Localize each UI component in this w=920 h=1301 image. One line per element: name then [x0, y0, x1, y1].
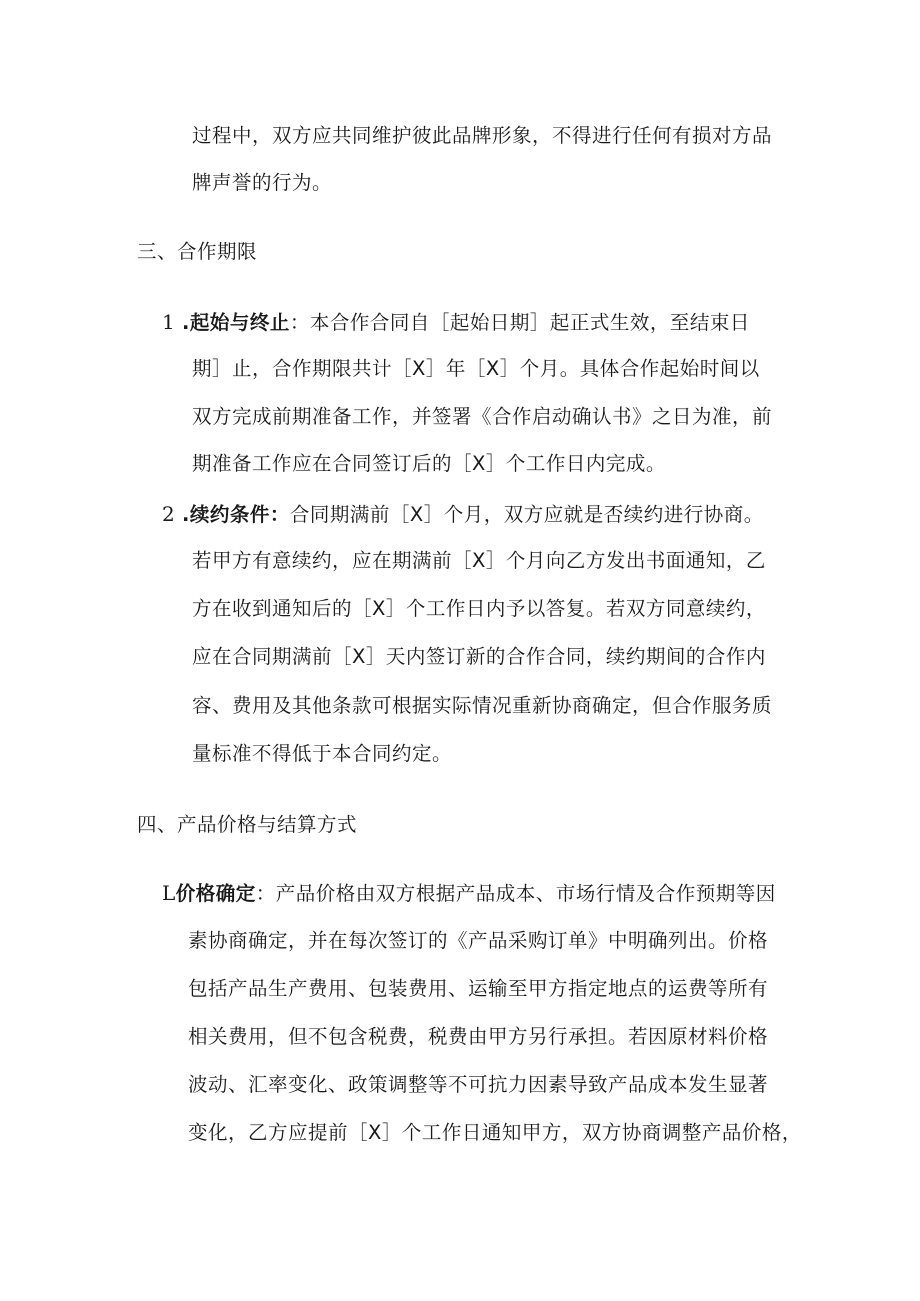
- paragraph-line: 若甲方有意续约，应在期满前［X］个月向乙方发出书面通知，乙: [192, 549, 766, 572]
- paragraph-line: 量标准不得低于本合同约定。: [192, 742, 453, 765]
- paragraph-line: 双方完成前期准备工作，并签署《合作启动确认书》之日为准，前: [192, 405, 773, 428]
- paragraph-line: 包括产品生产费用、包装费用、运输至甲方指定地点的运费等所有: [188, 977, 769, 1000]
- paragraph-line: 波动、汇率变化、政策调整等不可抗力因素导致产品成本发生显著: [188, 1073, 769, 1096]
- list-item-first-line: [162, 881, 776, 906]
- paragraph-line: 期准备工作应在合同签订后的［X］个工作日内完成。: [192, 452, 666, 475]
- paragraph-line: 相关费用，但不包含税费，税费由甲方另行承担。若因原材料价格: [188, 1025, 769, 1048]
- paragraph-line: 容、费用及其他条款可根据实际情况重新协商确定，但合作服务质: [192, 694, 773, 717]
- list-number: 2: [162, 502, 176, 526]
- paragraph-line: 素协商确定，并在每次签订的《产品采购订单》中明确列出。价格: [188, 929, 769, 952]
- list-term: 价格确定: [175, 882, 256, 905]
- list-text: ：产品价格由双方根据产品成本、市场行情及合作预期等因: [255, 882, 776, 905]
- paragraph-line: 过程中，双方应共同维护彼此品牌形象，不得进行任何有损对方品: [192, 124, 773, 147]
- list-text: 合同期满前［X］个月，双方应就是否续约进行协商。: [289, 503, 764, 526]
- list-term: .续约条件：: [181, 503, 290, 526]
- paragraph-line: 牌声誉的行为。: [192, 171, 333, 194]
- list-item-first-line: [162, 310, 750, 335]
- list-term: .起始与终止: [181, 311, 290, 334]
- list-number: 1: [162, 310, 176, 334]
- section-heading: 四、产品价格与结算方式: [137, 813, 358, 836]
- paragraph-line: 方在收到通知后的［X］个工作日内予以答复。若双方同意续约，: [192, 597, 766, 620]
- list-text: ：本合作合同自［起始日期］起正式生效，至结束日: [289, 311, 750, 334]
- list-item-first-line: [162, 502, 764, 527]
- paragraph-line: 期］止，合作期限共计［X］年［X］个月。具体合作起始时间以: [192, 357, 760, 380]
- list-number: L: [162, 881, 176, 905]
- section-heading: 三、合作期限: [137, 240, 258, 263]
- paragraph-line: 变化，乙方应提前［X］个工作日通知甲方，双方协商调整产品价格，: [188, 1121, 802, 1144]
- paragraph-line: 应在合同期满前［X］天内签订新的合作合同，续约期间的合作内: [192, 645, 766, 668]
